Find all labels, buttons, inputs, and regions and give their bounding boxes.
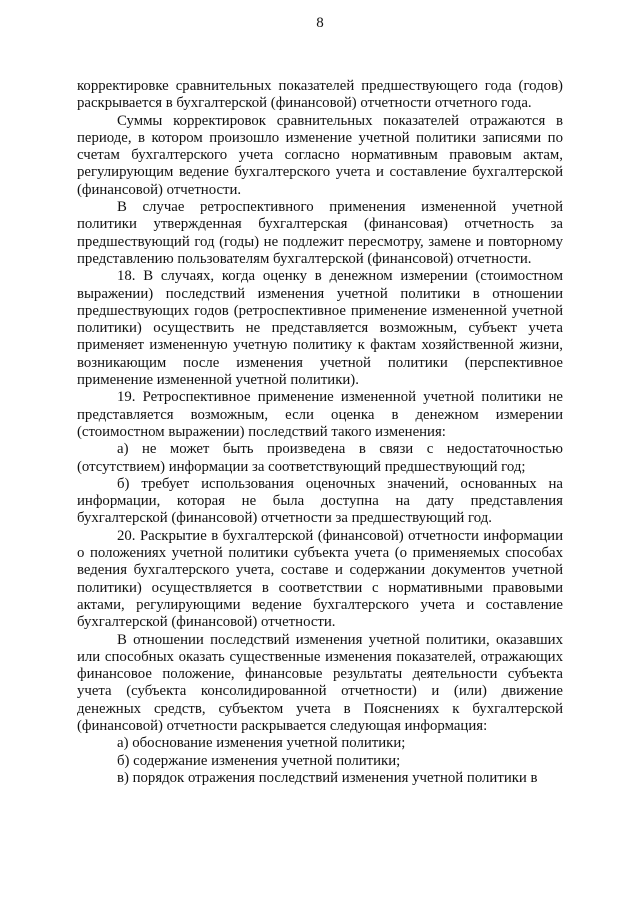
paragraph-item-20: 20. Раскрытие в бухгалтерской (финансовой) отчетности информации о положениях учетной политики субъекта учета (о применяемых способах ведения бухгалтерского учета, составе и содержании документов учетной политики) осуществляется в соответствии с нормативными правовыми актами, регулирующими ведение бухгалтерского учета и составление бухгалтерской (финансовой) отчетности. [77,527,563,631]
paragraph: Суммы корректировок сравнительных показателей отражаются в периоде, в котором произошло изменение учетной политики записями по счетам бухгалтерского учета согласно нормативным правовым актам, регулирующим ведение бухгалтерского учета и составление бухгалтерской (финансовой) отчетности. [77,112,563,198]
page-number: 8 [316,15,324,31]
document-body [77,78,563,787]
list-item-v: в) порядок отражения последствий изменения учетной политики в [117,769,538,786]
paragraph: В случае ретроспективного применения измененной учетной политики утвержденная бухгалтерская (финансовая) отчетность за предшествующий год (годы) не подлежит пересмотру, замене и повторному представлению пользователям бухгалтерской (финансовой) отчетности. [77,199,563,267]
paragraph-item-18: 18. В случаях, когда оценку в денежном измерении (стоимостном выражении) последствий изменения учетной политики в отношении предшествующих годов (ретроспективное применение измененной учетной политики) осуществить не представляется возможным, субъект учета применяет измененную учетную политику к фактам хозяйственной жизни, возникающим после изменения учетной политики (перспективное применение измененной учетной политики). [77,268,563,389]
paragraph-item-19: 19. Ретроспективное применение измененной учетной политики не представляется возможным, если оценка в денежном измерении (стоимостном выражении) последствий такого изменения: [77,389,563,440]
subitem-b: б) требует использования оценочных значений, основанных на информации, которая не была доступна на дату представления бухгалтерской (финансовой) отчетности за предшествующий год. [77,475,563,527]
list-item-a: а) обоснование изменения учетной политики; [117,735,406,752]
paragraph: корректировке сравнительных показателей предшествующего года (годов) раскрывается в бухгалтерской (финансовой) отчетности отчетного года. [77,78,563,112]
paragraph: В отношении последствий изменения учетной политики, оказавших или способных оказать существенные изменения показателей, отражающих финансовое положение, финансовые результаты деятельности субъекта учета (субъекта консолидированной отчетности) и (или) движение денежных средств, субъектом учета в Пояснениях к бухгалтерской (финансовой) отчетности раскрывается следующая информация: [77,631,563,734]
subitem-a: а) не может быть произведена в связи с недостаточностью (отсутствием) информации за соответствующий предшествующий год; [77,441,563,475]
list-item-b: б) содержание изменения учетной политики; [117,752,401,769]
